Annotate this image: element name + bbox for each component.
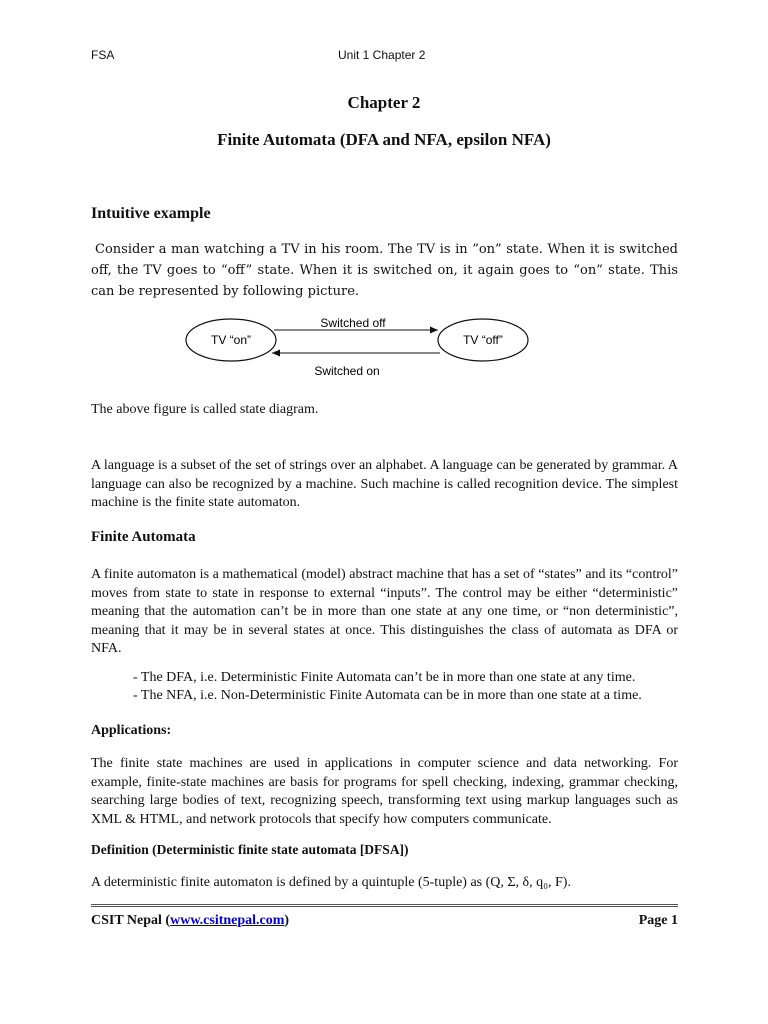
state-diagram	[185, 312, 535, 382]
state-off-label: TV “off”	[463, 333, 503, 347]
finite-automata-heading: Finite Automata	[91, 529, 196, 545]
list-item-dfa: - The DFA, i.e. Deterministic Finite Automata can’t be in more than one state at any time.	[133, 670, 636, 685]
switched-on-label: Switched on	[314, 364, 380, 378]
definition-paragraph: A deterministic finite automaton is defined by a quintuple (5-tuple) as (Q, Σ, δ, q₀, F).	[91, 875, 571, 890]
intuitive-heading: Intuitive example	[91, 205, 211, 222]
switched-off-arrowhead	[430, 327, 438, 334]
footer-rule	[91, 904, 678, 907]
footer-org	[91, 913, 289, 929]
state-on-label: TV “on”	[210, 333, 252, 347]
language-paragraph: A language is a subset of the set of strings over an alphabet. A language can be generated by grammar. A language can also be recognized by a machine. Such machine is called recognition device. The simplest machine is the finite state automaton.	[91, 458, 678, 510]
chapter-title: Finite Automata (DFA and NFA, epsilon NFA)	[217, 130, 551, 149]
list-item-nfa: - The NFA, i.e. Non-Deterministic Finite Automata can be in more than one state at a time.	[133, 688, 642, 703]
footer-close-paren: )	[284, 913, 290, 928]
diagram-caption: The above figure is called state diagram.	[91, 402, 319, 417]
switched-on-arrowhead	[272, 350, 280, 357]
applications-heading: Applications:	[91, 723, 172, 738]
footer-link[interactable]: www.csitnepal.com	[170, 913, 285, 928]
header-center: Unit 1 Chapter 2	[338, 48, 426, 62]
applications-paragraph: The finite state machines are used in applications in computer science and data networking. For example, finite-state machines are basis for programs for spell checking, indexing, grammar checking, searching large bodies of text, recognizing speech, transforming text using markup languages such as XML & HTML, and network protocols that specify how computers communicate.	[91, 756, 678, 827]
definition-heading: Definition (Deterministic finite state automata [DFSA])	[91, 842, 409, 857]
finite-automata-paragraph: A finite automaton is a mathematical (model) abstract machine that has a set of “states” and its “control” moves from state to state in response to external “inputs”. The control may be either “deterministic” meaning that the automation can’t be in more than one state at any one time, or “non deterministic”, meaning that it may be in several states at once. This distinguishes the class of automata as DFA or NFA.	[91, 567, 678, 656]
switched-off-label: Switched off	[320, 316, 386, 330]
footer-org-name: CSIT Nepal (	[91, 913, 171, 928]
intuitive-paragraph: Consider a man watching a TV in his room. The TV is in ”on” state. When it is switched off, the TV goes to “off” state. When it is switched on, it again goes to “on” state. This can be represented by following picture.	[91, 242, 678, 299]
footer-page-number: Page 1	[638, 913, 678, 928]
header-left: FSA	[91, 48, 115, 62]
chapter-number: Chapter 2	[347, 93, 421, 112]
